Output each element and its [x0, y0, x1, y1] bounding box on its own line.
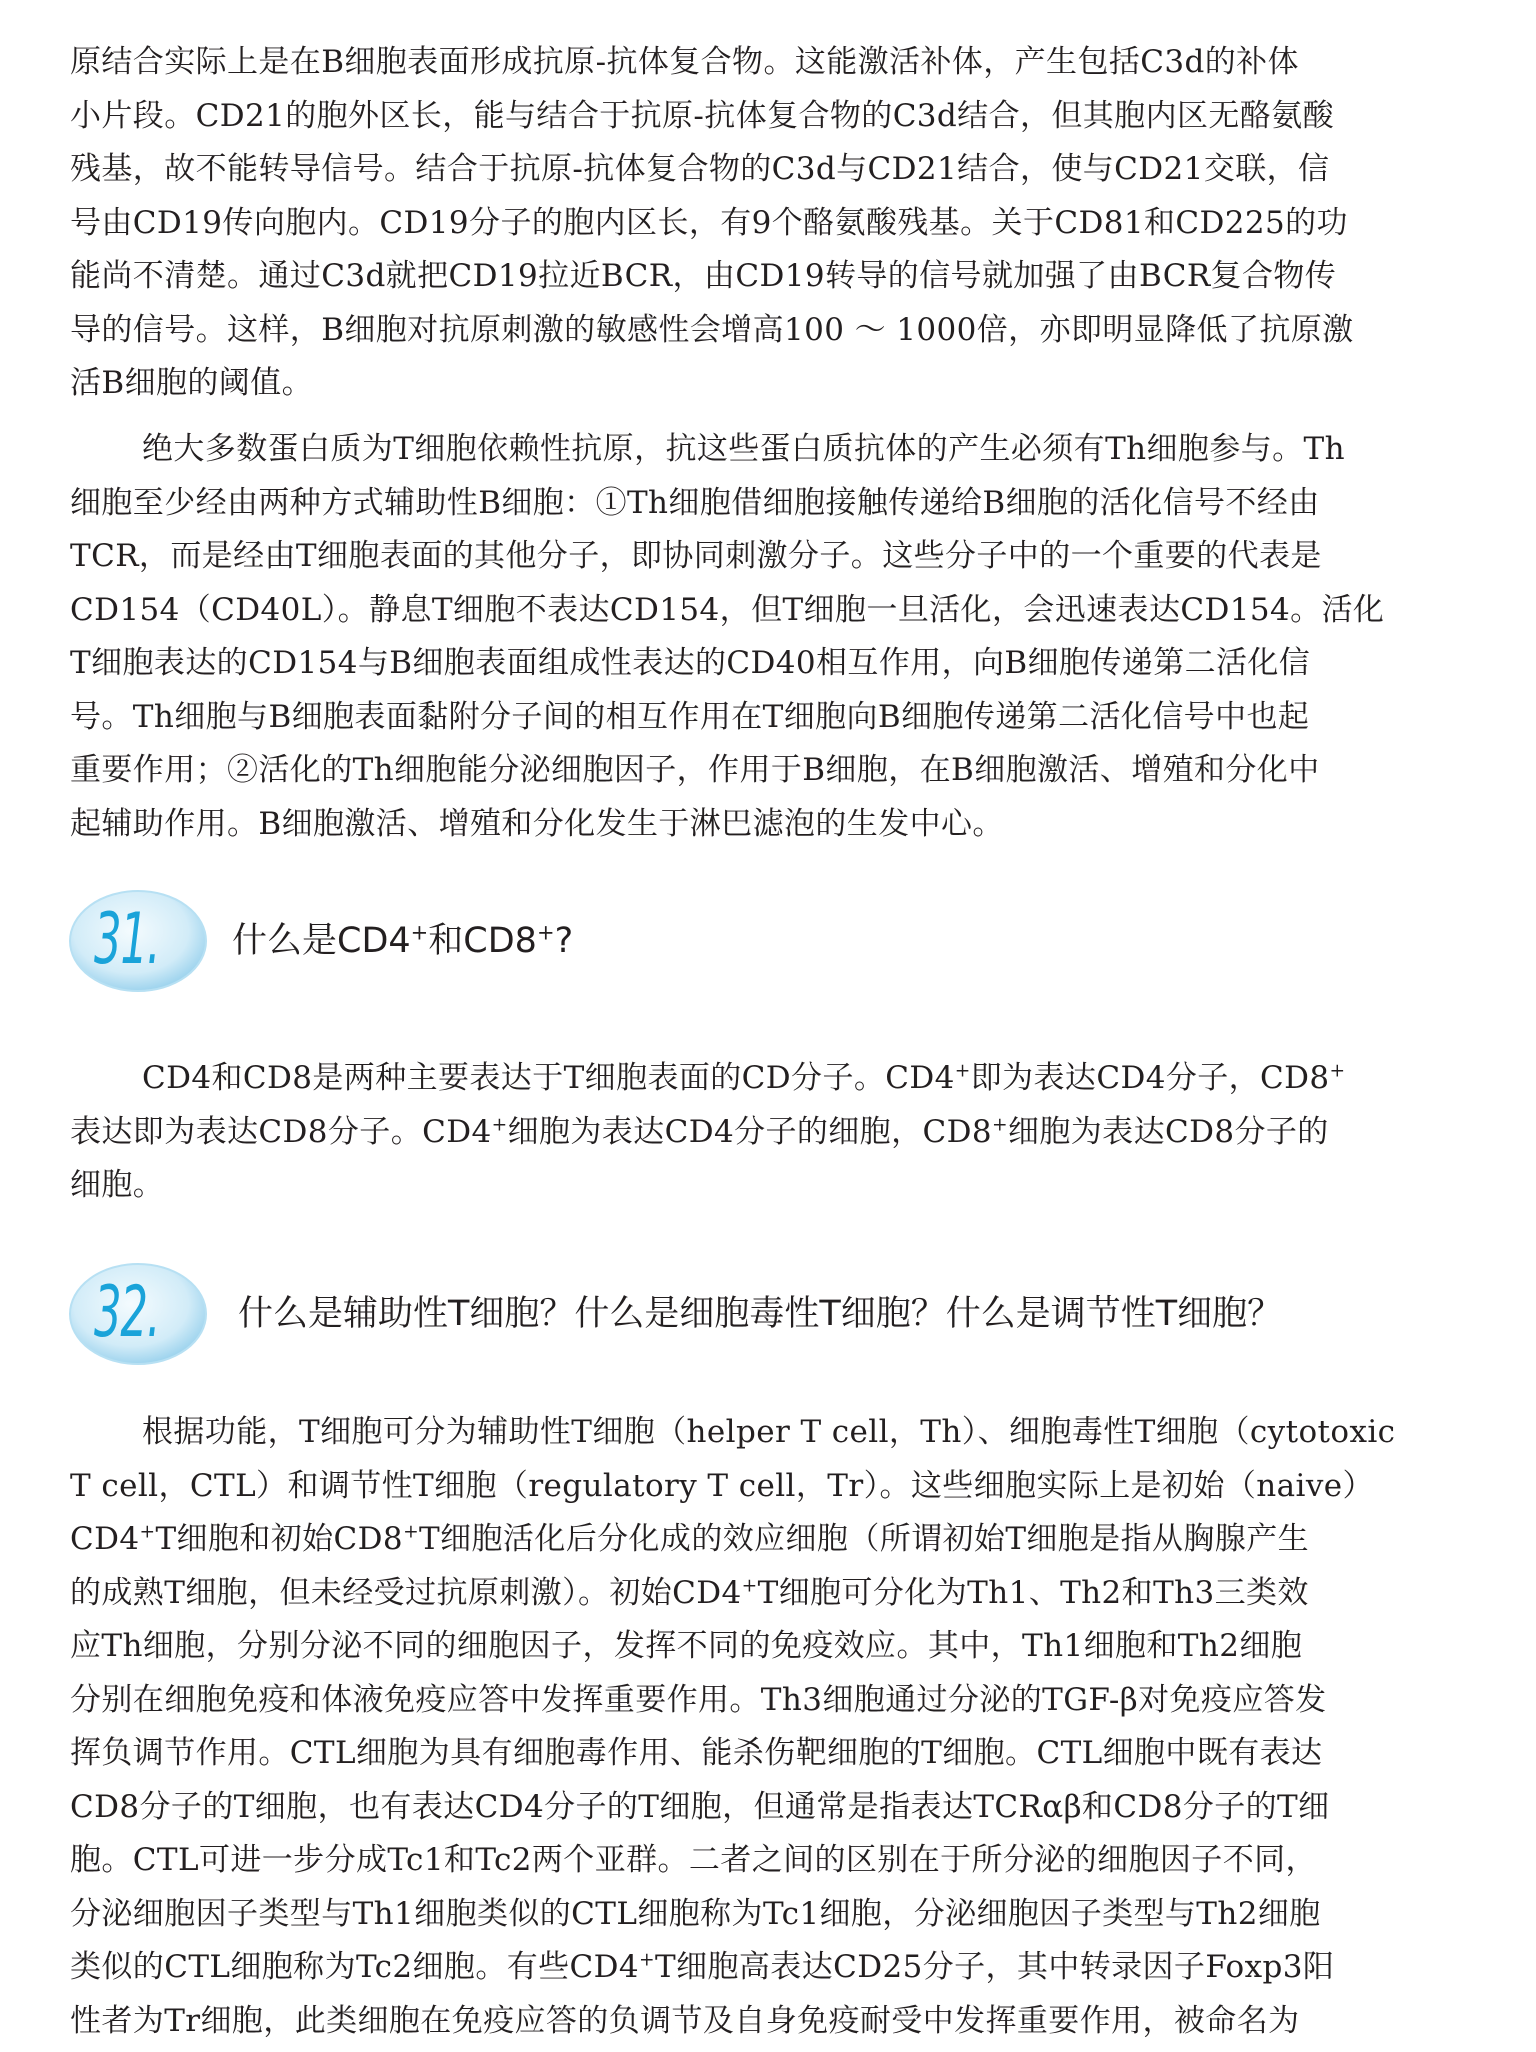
question-32-heading — [66, 1258, 1486, 1370]
superscript: + — [1329, 1060, 1346, 1082]
question-title — [232, 915, 573, 967]
question-31-heading — [66, 885, 1486, 997]
question-number: 32. — [94, 1271, 160, 1353]
text-run: 细胞为表达CD8分子的 — [1007, 1113, 1329, 1150]
superscript: + — [139, 1521, 156, 1543]
title-part: ? — [554, 921, 574, 961]
question-number-badge — [66, 1258, 216, 1370]
text-line: 性者为Tr细胞，此类细胞在免疫应答的负调节及自身免疫耐受中发挥重要作用，被命名为 — [70, 2002, 1300, 2039]
superscript: + — [403, 1521, 420, 1543]
text-run: T细胞和初始CD8 — [155, 1521, 404, 1557]
text-run: T细胞高表达CD25分子，其中转录因子Foxp3阳 — [655, 1949, 1335, 1985]
text-line: 能尚不清楚。通过C3d就把CD19拉近BCR，由CD19转导的信号就加强了由BCR复合物传 — [70, 258, 1337, 294]
superscript: + — [536, 920, 555, 945]
text-line: 细胞。 — [70, 1167, 165, 1203]
text-line — [70, 1052, 1468, 1106]
text-line: 号。Th细胞与B细胞表面黏附分子间的相互作用在T细胞向B细胞传递第二活化信号中也起 — [70, 698, 1310, 735]
paragraph-cd4-cd8 — [70, 1052, 1468, 1213]
text-line: CD154（CD40L）。静息T细胞不表达CD154，但T细胞一旦活化，会迅速表达CD154。活化 — [70, 591, 1385, 628]
question-number-badge — [66, 885, 216, 997]
text-line: T cell，CTL）和调节性T细胞（regulatory T cell，Tr）。这些细胞实际上是初始（naive） — [70, 1467, 1374, 1504]
title-part: 什么是CD4 — [232, 921, 411, 961]
text-line: 活B细胞的阈值。 — [70, 365, 313, 401]
superscript: + — [741, 1575, 758, 1597]
text-line: 原结合实际上是在B细胞表面形成抗原-抗体复合物。这能激活补体，产生包括C3d的补体 — [70, 44, 1299, 80]
paragraph-b-cell-coreceptor — [70, 36, 1468, 411]
paragraph-t-cell-subsets — [70, 1406, 1468, 2048]
superscript: + — [410, 920, 429, 945]
text-line: 分别在细胞免疫和体液免疫应答中发挥重要作用。Th3细胞通过分泌的TGF-β对免疫应答发 — [70, 1681, 1327, 1718]
text-line: 重要作用；②活化的Th细胞能分泌细胞因子，作用于B细胞，在B细胞激活、增殖和分化中 — [70, 752, 1320, 788]
text-line: 根据功能，T细胞可分为辅助性T细胞（helper T cell，Th）、细胞毒性T细胞（cytotoxic — [142, 1414, 1396, 1450]
text-run: CD4 — [70, 1521, 140, 1557]
text-run: T细胞可分化为Th1、Th2和Th3三类效 — [757, 1574, 1309, 1611]
text-line: 应Th细胞，分别分泌不同的细胞因子，发挥不同的免疫效应。其中，Th1细胞和Th2细胞 — [70, 1628, 1303, 1664]
superscript: + — [991, 1114, 1008, 1136]
text-line — [70, 1567, 1468, 1621]
text-line: TCR，而是经由T细胞表面的其他分子，即协同刺激分子。这些分子中的一个重要的代表是 — [70, 538, 1322, 574]
superscript: + — [491, 1114, 508, 1136]
text-line: 起辅助作用。B细胞激活、增殖和分化发生于淋巴滤泡的生发中心。 — [70, 805, 1004, 842]
text-line: 残基，故不能转导信号。结合于抗原-抗体复合物的C3d与CD21结合，使与CD21交联，信 — [70, 151, 1330, 187]
text-line: 挥负调节作用。CTL细胞为具有细胞毒作用、能杀伤靶细胞的T细胞。CTL细胞中既有表达 — [70, 1735, 1323, 1771]
question-title: 什么是辅助性T细胞？什么是细胞毒性T细胞？什么是调节性T细胞？ — [238, 1294, 1283, 1334]
text-line: 号由CD19传向胞内。CD19分子的胞内区长，有9个酪氨酸残基。关于CD81和CD225的功 — [70, 204, 1348, 241]
text-line: 小片段。CD21的胞外区长，能与结合于抗原-抗体复合物的C3d结合，但其胞内区无酪氨酸 — [70, 97, 1334, 134]
text-line: 细胞至少经由两种方式辅助性B细胞：①Th细胞借细胞接触传递给B细胞的活化信号不经由 — [70, 484, 1320, 521]
text-line — [70, 1106, 1468, 1160]
title-part: 和CD8 — [428, 921, 537, 961]
superscript: + — [954, 1060, 971, 1082]
paragraph-th-help — [70, 423, 1468, 851]
text-line: 分泌细胞因子类型与Th1细胞类似的CTL细胞称为Tc1细胞，分泌细胞因子类型与Th2细胞 — [70, 1895, 1321, 1932]
text-line: 胞。CTL可进一步分成Tc1和Tc2两个亚群。二者之间的区别在于所分泌的细胞因子不同， — [70, 1842, 1317, 1878]
text-line — [70, 1513, 1468, 1567]
text-run: 细胞为表达CD4分子的细胞，CD8 — [507, 1113, 992, 1150]
text-run: T细胞活化后分化成的效应细胞（所谓初始T细胞是指从胸腺产生 — [419, 1521, 1309, 1557]
text-line: 绝大多数蛋白质为T细胞依赖性抗原，抗这些蛋白质抗体的产生必须有Th细胞参与。Th — [142, 431, 1345, 467]
text-line — [70, 1941, 1468, 1995]
text-run: 类似的CTL细胞称为Tc2细胞。有些CD4 — [70, 1949, 640, 1985]
text-line: CD8分子的T细胞，也有表达CD4分子的T细胞，但通常是指表达TCRαβ和CD8分子的T细 — [70, 1788, 1330, 1825]
text-run: CD4和CD8是两种主要表达于T细胞表面的CD分子。CD4 — [142, 1060, 955, 1096]
text-run: 表达即为表达CD8分子。CD4 — [70, 1113, 492, 1150]
text-run: 即为表达CD4分子，CD8 — [970, 1060, 1330, 1096]
text-line: T细胞表达的CD154与B细胞表面组成性表达的CD40相互作用，向B细胞传递第二活化信 — [70, 645, 1311, 681]
superscript: + — [639, 1949, 656, 1971]
text-run: 的成熟T细胞，但未经受过抗原刺激）。初始CD4 — [70, 1574, 742, 1611]
question-number: 31. — [94, 898, 160, 980]
text-line: 导的信号。这样，B细胞对抗原刺激的敏感性会增高100 ～ 1000倍，亦即明显降低了抗原激 — [70, 311, 1354, 348]
